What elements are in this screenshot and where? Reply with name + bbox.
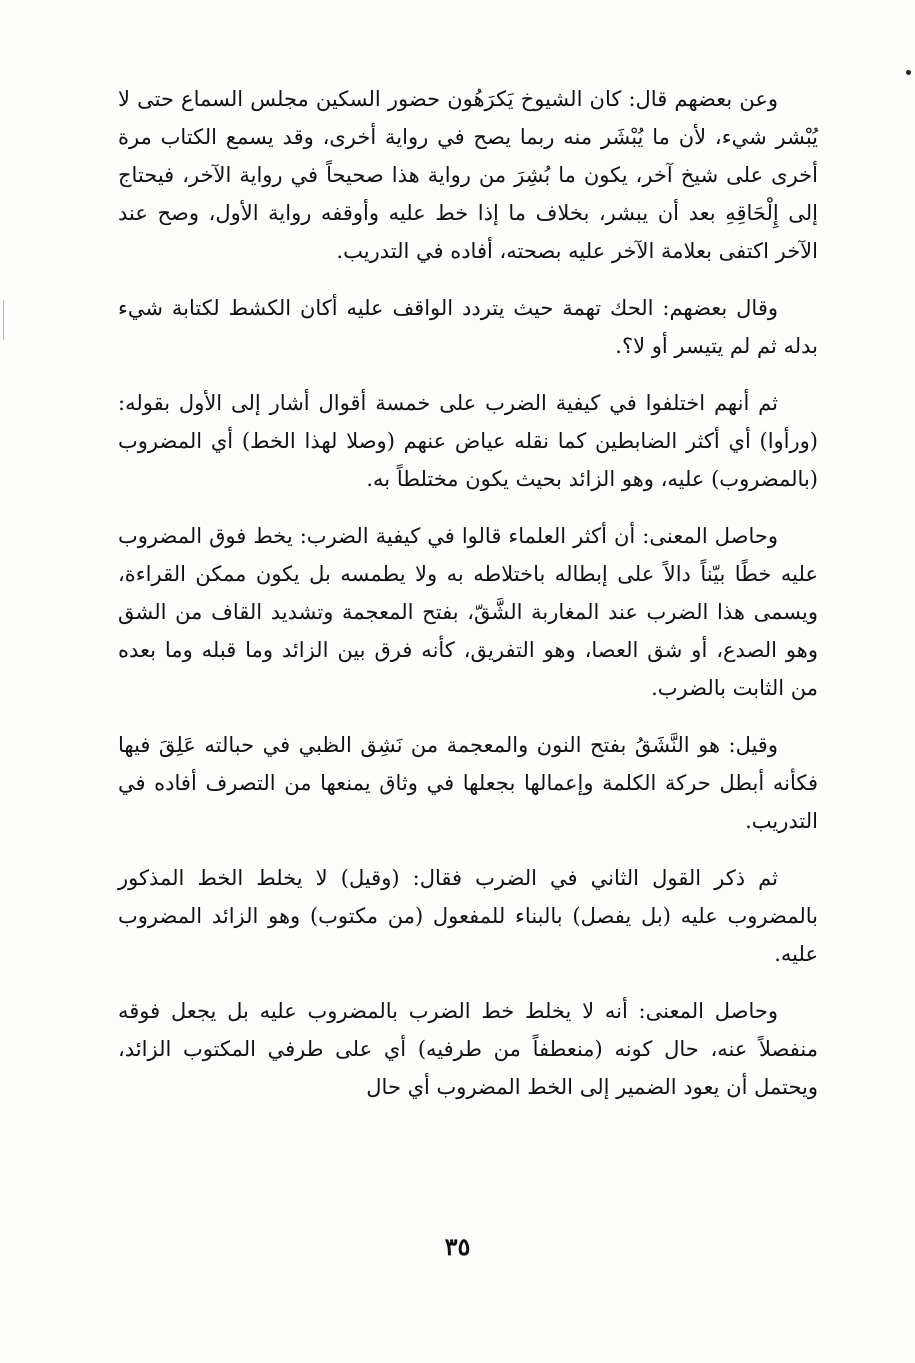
scan-edge-mark: [906, 70, 911, 75]
page-number: ٣٥: [444, 1232, 471, 1261]
body-text: [118, 80, 818, 1125]
paragraph-7: وحاصل المعنى: أنه لا يخلط خط الضرب بالمضروب عليه بل يجعل فوقه منفصلاً عنه، حال كونه (منعطفاً من طرفيه) أي على طرفي المكتوب الزائد، ويحتمل أن يعود الضمير إلى الخط المضروب أي حال: [118, 999, 818, 1099]
paragraph-6: ثم ذكر القول الثاني في الضرب فقال: (وقيل) لا يخلط الخط المذكور بالمضروب عليه (بل يفصل) بالبناء للمفعول (من مكتوب) وهو الزائد المضروب عليه.: [118, 866, 818, 966]
paragraph-1: وعن بعضهم قال: كان الشيوخ يَكرَهُون حضور السكين مجلس السماع حتى لا يُبْشر شيء، لأن ما يُبْشَر منه ربما يصح في رواية أخرى، وقد يسمع الكتاب مرة أخرى على شيخ آخر، يكون ما بُشِرَ من رواية هذا صحيحاً في رواية الآخر، فيحتاج إلى إِلْحَاقِهِ بعد أن يبشر، بخلاف ما إذا خط عليه وأوقفه رواية الأول، وصح عند الآخر اكتفى بعلامة الآخر عليه بصحته، أفاده في التدريب.: [118, 87, 818, 263]
paragraph-3: ثم أنهم اختلفوا في كيفية الضرب على خمسة أقوال أشار إلى الأول بقوله: (ورأوا) أي أكثر الضابطين كما نقله عياض عنهم (وصلا لهذا الخط) أي المضروب (بالمضروب) عليه، وهو الزائد بحيث يكون مختلطاً به.: [118, 391, 818, 491]
paragraph-5: وقيل: هو النَّشَقُ بفتح النون والمعجمة من نَشِق الظبي في حبالته عَلِقَ فيها فكأنه أبطل حركة الكلمة وإعمالها بجعلها في وثاق يمنعها من التصرف أفاده في التدريب.: [118, 733, 818, 833]
paragraph-2: وقال بعضهم: الحك تهمة حيث يتردد الواقف عليه أكان الكشط لكتابة شيء بدله ثم لم يتيسر أو لا؟.: [118, 296, 818, 358]
scan-margin-line: [3, 300, 4, 340]
paragraph-4: وحاصل المعنى: أن أكثر العلماء قالوا في كيفية الضرب: يخط فوق المضروب عليه خطًا بيّناً دالاً على إبطاله باختلاطه به ولا يطمسه بل يكون ممكن القراءة، ويسمى هذا الضرب عند المغاربة الشَّقّ، بفتح المعجمة وتشديد القاف من الشق وهو الصدع، أو شق العصا، وهو التفريق، كأنه فرق بين الزائد وما قبله وما بعده من الثابت بالضرب.: [118, 524, 818, 700]
